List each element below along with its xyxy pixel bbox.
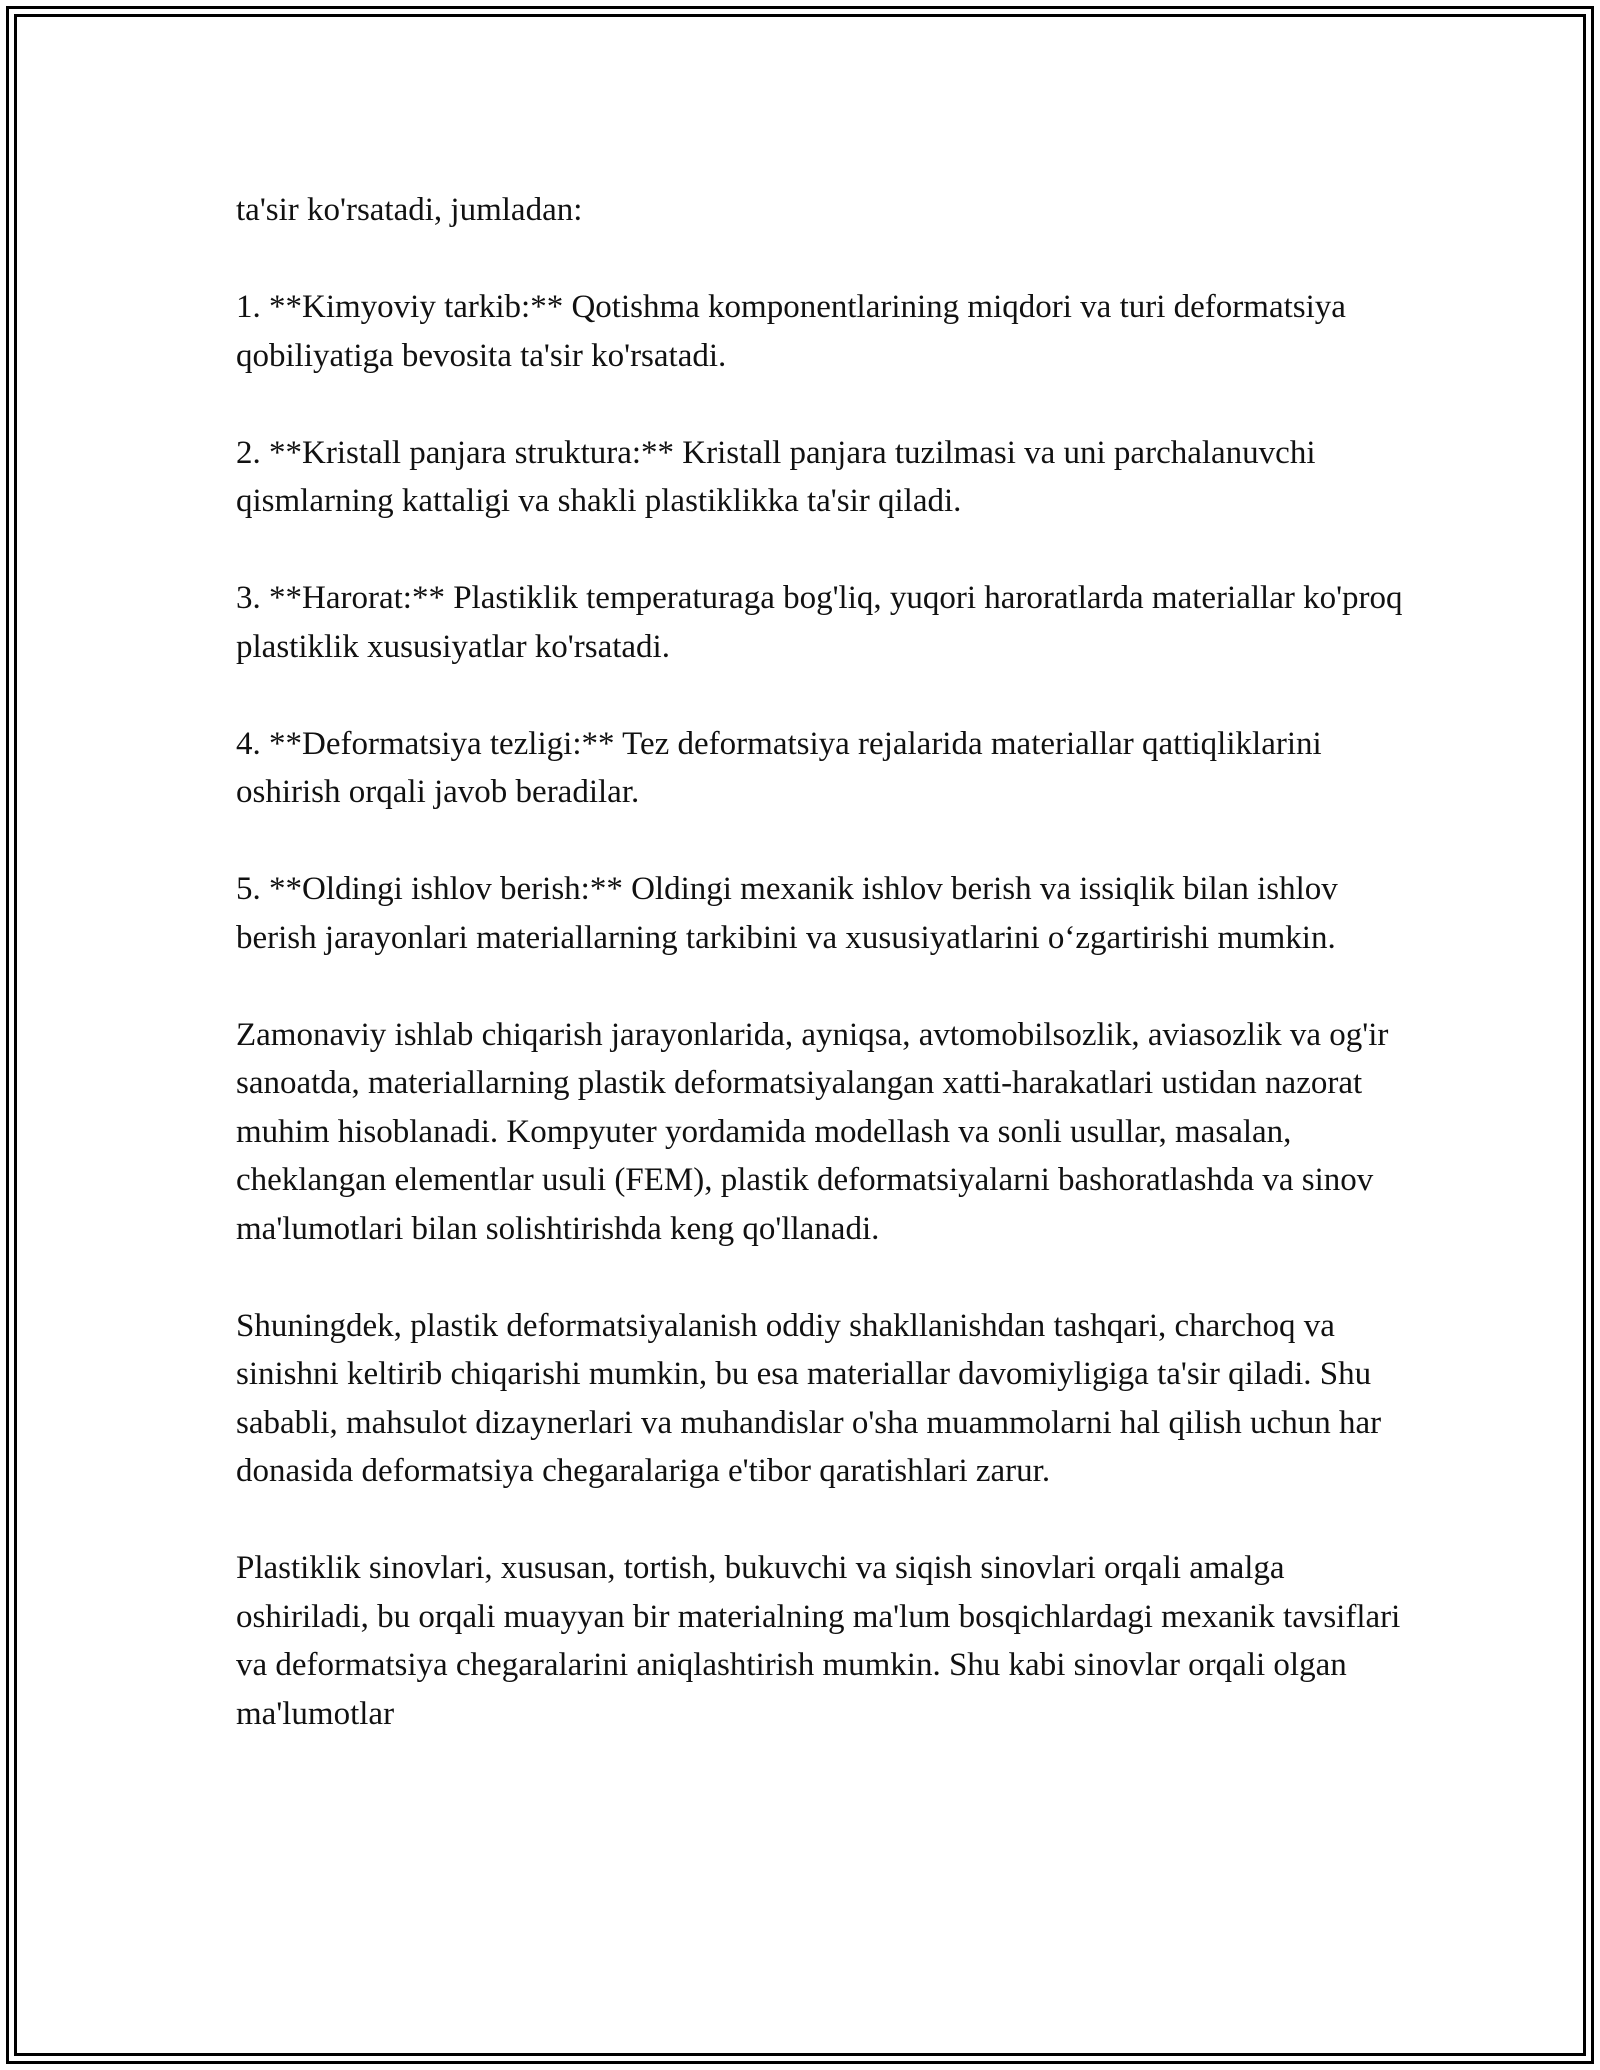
list-item-chemical-composition: 1. **Kimyoviy tarkib:** Qotishma komponentlarining miqdori va turi deformatsiya qobiliyatiga bevosita ta'sir ko'rsatadi. bbox=[236, 289, 1346, 374]
list-item-prior-processing: 5. **Oldingi ishlov berish:** Oldingi mexanik ishlov berish va issiqlik bilan ishlov berish jarayonlari materiallarning tarkibini va xususiyatlarini o‘zgartirishi mumkin. bbox=[236, 871, 1338, 956]
paragraph-fatigue-fracture: Shuningdek, plastik deformatsiyalanish oddiy shakllanishdan tashqari, charchoq va sinishni keltirib chiqarishi mumkin, bu esa materiallar davomiyligiga ta'sir qiladi. Shu sababli, mahsulot dizaynerlari va muhandislar o'sha muammolarni hal qilish uchun har donasida deformatsiya chegaralariga e'tibor qaratishlari zarur. bbox=[236, 1307, 1382, 1489]
paragraph-modern-manufacturing: Zamonaviy ishlab chiqarish jarayonlarida, ayniqsa, avtomobilsozlik, aviasozlik va og'ir sanoatda, materiallarning plastik deformatsiyalangan xatti-harakatlari ustidan nazorat muhim hisoblanadi. Kompyuter yordamida modellash va sonli usullar, masalan, cheklangan elementlar usuli (FEM), plastik deformatsiyalarni bashoratlashda va sinov ma'lumotlari bilan solishtirishda keng qo'llanadi. bbox=[236, 1016, 1389, 1247]
list-item-temperature: 3. **Harorat:** Plastiklik temperaturaga bog'liq, yuqori haroratlarda materiallar ko'proq plastiklik xususiyatlar ko'rsatadi. bbox=[236, 580, 1403, 665]
list-item-crystal-lattice: 2. **Kristall panjara struktura:** Kristall panjara tuzilmasi va uni parchalanuvchi qismlarning kattaligi va shakli plastiklikka ta'sir qiladi. bbox=[236, 434, 1316, 519]
paragraph-plasticity-tests: Plastiklik sinovlari, xususan, tortish, bukuvchi va siqish sinovlari orqali amalga oshiriladi, bu orqali muayyan bir materialning ma'lum bosqichlardagi mexanik tavsiflari va deformatsiya chegaralarini aniqlashtirish mumkin. Shu kabi sinovlar orqali olgan ma'lumotlar bbox=[236, 1550, 1401, 1732]
document-body bbox=[236, 186, 1416, 1738]
paragraph-intro: ta'sir ko'rsatadi, jumladan: bbox=[236, 192, 583, 228]
list-item-deformation-rate: 4. **Deformatsiya tezligi:** Tez deformatsiya rejalarida materiallar qattiqliklarini oshirish orqali javob beradilar. bbox=[236, 725, 1322, 810]
